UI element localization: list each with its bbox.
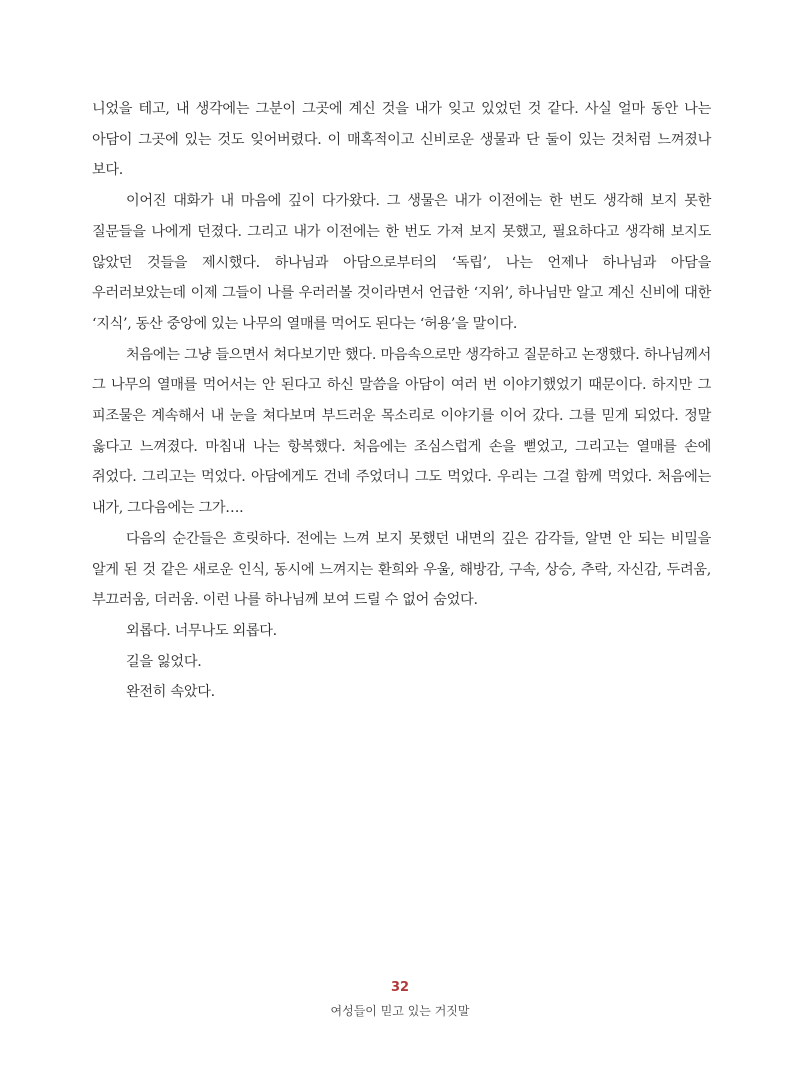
page-number: 32 xyxy=(390,980,410,995)
book-title-footer: 여성들이 믿고 있는 거짓말 xyxy=(330,1004,470,1018)
paragraph-3: 처음에는 그냥 들으면서 쳐다보기만 했다. 마음속으로만 생각하고 질문하고 논쟁했다. 하나님께서 그 나무의 열매를 먹어서는 안 된다고 하신 말씀을 아담이 여러 번 이야기했었기 때문이다. 하지만 그 피조물은 계속해서 내 눈을 쳐다보며 부드러운 목소리로 이야기를 이어 갔다. 그를 믿게 되었다. 정말 옳다고 느껴졌다. 마침내 나는 항복했다. 처음에는 조심스럽게 손을 뻗었고, 그리고는 열매를 손에 쥐었다. 그리고는 먹었다. 아담에게도 건네 주었더니 그도 먹었다. 우리는 그걸 함께 먹었다. 처음에는 내가, 그다음에는 그가…. xyxy=(92,346,711,517)
body-text xyxy=(92,94,711,708)
paragraph-6: 길을 잃었다. xyxy=(126,653,202,670)
paragraph-7: 완전히 속았다. xyxy=(126,684,215,701)
paragraph-4: 다음의 순간들은 흐릿하다. 전에는 느껴 보지 못했던 내면의 깊은 감각들, 알면 안 되는 비밀을 알게 된 것 같은 새로운 인식, 동시에 느껴지는 환희와 우울, 해방감, 구속, 상승, 추락, 자신감, 두려움, 부끄러움, 더러움. 이런 나를 하나님께 보여 드릴 수 없어 숨었다. xyxy=(92,530,711,609)
paragraph-2: 이어진 대화가 내 마음에 깊이 다가왔다. 그 생물은 내가 이전에는 한 번도 생각해 보지 못한 질문들을 나에게 던졌다. 그리고 내가 이전에는 한 번도 가져 보지 못했고, 필요하다고 생각해 보지도 않았던 것들을 제시했다. 하나님과 아담으로부터의 ‘독립’, 나는 언제나 하나님과 아담을 우러러보았는데 이제 그들이 나를 우러러볼 것이라면서 언급한 ‘지위’, 하나님만 알고 계신 신비에 대한 ‘지식’, 동산 중앙에 있는 나무의 열매를 먹어도 된다는 ‘허용’을 말이다. xyxy=(92,193,711,332)
paragraph-5: 외롭다. 너무나도 외롭다. xyxy=(126,622,277,639)
paragraph-1: 니었을 테고, 내 생각에는 그분이 그곳에 계신 것을 내가 잊고 있었던 것 같다. 사실 얼마 동안 나는 아담이 그곳에 있는 것도 잊어버렸다. 이 매혹적이고 신비로운 생물과 단 둘이 있는 것처럼 느껴졌나 보다. xyxy=(92,101,711,179)
